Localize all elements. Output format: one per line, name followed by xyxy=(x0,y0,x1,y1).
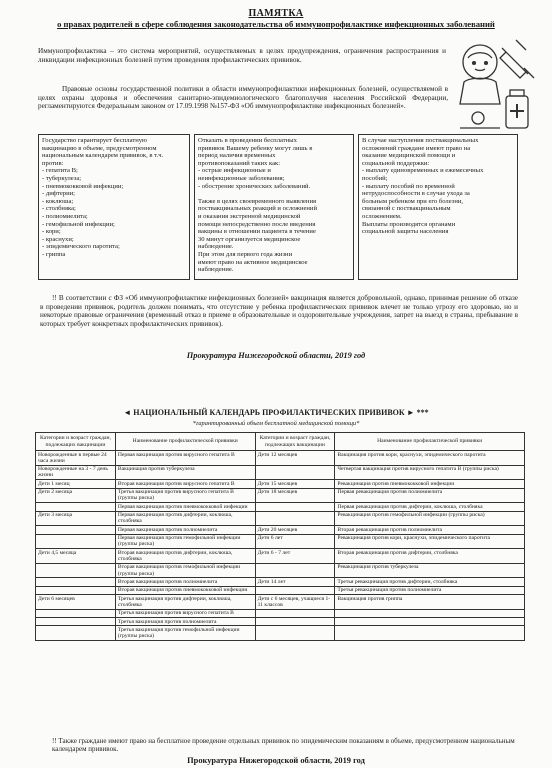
vaccine-cell: Вторая ревакцинация против дифтерии, столбняка xyxy=(335,549,525,564)
table-row xyxy=(36,549,525,564)
age-cell xyxy=(255,465,335,480)
vaccine-cell: Вакцинация против гриппа xyxy=(335,595,525,610)
vaccine-cell: Третья вакцинация против полиомиелита xyxy=(115,618,255,626)
baby-body-icon xyxy=(460,78,500,104)
age-cell: Дети 4,5 месяца xyxy=(36,549,116,564)
table-row xyxy=(36,586,525,594)
guarantee-box: Государство гарантирует бесплатную вакцинацию в объеме, предусмотренном национальным календарем прививок, в т.ч. против: - гепатита В; - туберкулеза; - пневмококковой инфекции; - дифтерии; - коклюша; - столбняка; - полиомиелита; - гемофильной инфекции; - кори; - краснухи; - эпидемического паротита; - гриппа xyxy=(38,134,190,280)
table-row xyxy=(36,465,525,480)
age-cell xyxy=(255,586,335,594)
age-cell xyxy=(255,626,335,641)
vaccine-cell: Третья вакцинация против вирусного гепатита В xyxy=(115,609,255,617)
baby-vaccination-illustration xyxy=(454,38,538,134)
definition-paragraph: Иммунопрофилактика – это система мероприятий, осуществляемых в целях предупреждения, ограничения распространения и ликвидации инфекционных болезней путем проведения профилактических прививок. xyxy=(38,47,446,64)
table-row xyxy=(36,626,525,641)
age-cell xyxy=(255,618,335,626)
table-header-row xyxy=(36,433,525,451)
age-cell xyxy=(36,503,116,511)
footer-signature: Прокуратура Нижегородской области, 2019 год xyxy=(187,756,365,765)
legal-basis-paragraph: Правовые основы государственной политики в области иммунопрофилактики инфекционных болезней, осуществляемой в целях охраны здоровья и обеспечения санитарно-эпидемиологического благополучия населения Российской Федерации, регламентируются Федеральным законом от 17.09.1998 №157-ФЗ «Об иммунопрофилактике инфекционных болезней». xyxy=(38,85,448,111)
age-cell xyxy=(36,618,116,626)
table-row xyxy=(36,578,525,586)
table-row xyxy=(36,480,525,488)
vaccine-cell: Третья вакцинация против гемофильной инфекции (группы риска) xyxy=(115,626,255,641)
age-cell: Дети 3 месяца xyxy=(36,511,116,526)
age-cell xyxy=(36,586,116,594)
age-cell: Дети 12 месяцев xyxy=(255,451,335,466)
header-age-right: Категории и возраст граждан, подлежащих вакцинации xyxy=(255,433,335,451)
age-cell xyxy=(36,534,116,549)
social-support-box: В случае наступления поствакцинальных осложнений граждане имеют право на оказание медицинской помощи и социальной поддержки: - выплату единовременных и ежемесячных пособий; - выплату пособий по временной нетрудоспособности в случае ухода за больным ребенком при его болезни, связанной с поствакцинальным осложнением. Выплаты производятся органами социальной защиты населения xyxy=(358,134,518,280)
vaccine-cell: Ревакцинация против кори, краснухи, эпидемического паротита xyxy=(335,534,525,549)
age-cell: Новорожденные на 3 - 7 день жизни xyxy=(36,465,116,480)
age-cell: Дети 18 месяцев xyxy=(255,488,335,503)
age-cell xyxy=(36,578,116,586)
vaccine-cell: Третья ревакцинация против полиомиелита xyxy=(335,586,525,594)
age-cell: Новорожденные в первые 24 часа жизни xyxy=(36,451,116,466)
vaccine-cell: Вторая вакцинация против гемофильной инфекции (группы риска) xyxy=(115,563,255,578)
header-vaccine-right: Наименование профилактической прививки xyxy=(335,433,525,451)
age-cell: Дети 1 месяц xyxy=(36,480,116,488)
vaccine-cell: Первая вакцинация против гемофильной инфекции (группы риска) xyxy=(115,534,255,549)
prosecutor-signature: Прокуратура Нижегородской области, 2019 год xyxy=(186,351,366,360)
table-row xyxy=(36,563,525,578)
age-cell xyxy=(36,526,116,534)
vaccine-cell: Первая вакцинация против полиомиелита xyxy=(115,526,255,534)
vaccine-cell: Ревакцинация против туберкулеза xyxy=(335,563,525,578)
vaccine-cell: Первая вакцинация против пневмококковой инфекции xyxy=(115,503,255,511)
vaccine-cell: Вакцинация против туберкулеза xyxy=(115,465,255,480)
header-age-left: Категории и возраст граждан, подлежащих вакцинации xyxy=(36,433,116,451)
age-cell: Дети 14 лет xyxy=(255,578,335,586)
vaccine-cell: Четвертая вакцинация против вирусного гепатита В (группы риска) xyxy=(335,465,525,480)
age-cell xyxy=(255,609,335,617)
memo-subtitle: о правах родителей в сфере соблюдения законодательства об иммунопрофилактике инфекционных заболеваний xyxy=(57,19,495,29)
age-cell: Дети с 6 месяцев, учащиеся 1-11 классов xyxy=(255,595,335,610)
table-row xyxy=(36,451,525,466)
age-cell: Дети 15 месяцев xyxy=(255,480,335,488)
header-vaccine-left: Наименование профилактической прививки xyxy=(115,433,255,451)
age-cell: Дети 20 месяцев xyxy=(255,526,335,534)
table-row xyxy=(36,595,525,610)
age-cell xyxy=(255,563,335,578)
memo-title: ПАМЯТКА xyxy=(248,8,304,19)
table-row xyxy=(36,609,525,617)
table-row xyxy=(36,534,525,549)
table-row xyxy=(36,526,525,534)
vaccine-cell: Вторая вакцинация против вирусного гепатита В xyxy=(115,480,255,488)
voluntary-vaccination-note: !! В соответствии с ФЗ «Об иммунопрофилактике инфекционных болезней» вакцинация является добровольной, однако, принимая решение об отказе в проведении прививок, родитель должен понимать, что отсутствие у ребенка профилактических прививок влечет не только угрозу его здоровью, но и некоторые правовые ограничения (временный отказ в приеме в образовательные и оздоровительные учреждения, запрет на выезд в страны, пребывание в которых требует конкретных профилактических прививок). xyxy=(40,294,518,328)
vaccine-cell: Вторая вакцинация против дифтерии, коклюша, столбняка xyxy=(115,549,255,564)
table-row xyxy=(36,511,525,526)
vaccine-cell: Вакцинация против кори, краснухи, эпидемического паротита xyxy=(335,451,525,466)
vaccine-cell xyxy=(335,618,525,626)
drop-icon xyxy=(472,112,484,124)
vaccine-cell: Вторая вакцинация против пневмококковой инфекции xyxy=(115,586,255,594)
syringe-icon xyxy=(500,40,534,78)
age-cell xyxy=(36,626,116,641)
calendar-subtitle: *гарантированный объем бесплатной медицинской помощи* xyxy=(192,420,360,427)
vaccination-calendar-table xyxy=(35,432,525,641)
vaccine-cell: Третья вакцинация против вирусного гепатита В (группы риска) xyxy=(115,488,255,503)
epidemic-indications-note: !! Также граждане имеют право на бесплатное проведение отдельных прививок по эпидемическим показаниям в объеме, предусмотренном национальным календарем прививок. xyxy=(52,737,515,753)
vaccine-cell: Ревакцинация против пневмококковой инфекции xyxy=(335,480,525,488)
calendar-title: ◄ НАЦИОНАЛЬНЫЙ КАЛЕНДАРЬ ПРОФИЛАКТИЧЕСКИХ ПРИВИВОК ► *** xyxy=(123,408,429,417)
age-cell xyxy=(255,511,335,526)
age-cell xyxy=(255,503,335,511)
age-cell xyxy=(36,563,116,578)
age-cell xyxy=(36,609,116,617)
vaccine-cell: Первая вакцинация против дифтерии, коклюша, столбняка xyxy=(115,511,255,526)
age-cell: Дети 6 месяцев xyxy=(36,595,116,610)
table-row xyxy=(36,503,525,511)
age-cell: Дети 6 - 7 лет xyxy=(255,549,335,564)
age-cell: Дети 2 месяца xyxy=(36,488,116,503)
table-row xyxy=(36,618,525,626)
vaccine-cell: Ревакцинация против гемофильной инфекции (группы риска) xyxy=(335,511,525,526)
vaccine-cell: Третья вакцинация против дифтерии, коклюша, столбняка xyxy=(115,595,255,610)
vaccine-cell: Вторая вакцинация против полиомиелита xyxy=(115,578,255,586)
vaccine-cell: Первая ревакцинация против дифтерии, коклюша, столбняка xyxy=(335,503,525,511)
vaccine-cell: Первая ревакцинация против полиомиелита xyxy=(335,488,525,503)
baby-head-icon xyxy=(463,45,497,79)
refusal-box: Отказать в проведении бесплатных прививок Вашему ребенку могут лишь в период наличия временных противопоказаний таких как: - острые инфекционные и неинфекционные заболевания; - обострение хронических заболеваний. Также в целях своевременного выявления поствакцинальных реакций и осложнений и оказания экстренной медицинской помощи непосредственно после введения вакцины в отношении пациента в течение 30 минут организуется медицинское наблюдение. При этом для первого года жизни имеют право на активное медицинское наблюдение. xyxy=(194,134,354,280)
vaccine-cell: Первая вакцинация против вирусного гепатита В xyxy=(115,451,255,466)
table-row xyxy=(36,488,525,503)
vaccine-cell xyxy=(335,609,525,617)
vaccine-cell: Третья ревакцинация против дифтерии, столбняка xyxy=(335,578,525,586)
vaccine-cell xyxy=(335,626,525,641)
age-cell: Дети 6 лет xyxy=(255,534,335,549)
vaccine-cell: Вторая ревакцинация против полиомиелита xyxy=(335,526,525,534)
